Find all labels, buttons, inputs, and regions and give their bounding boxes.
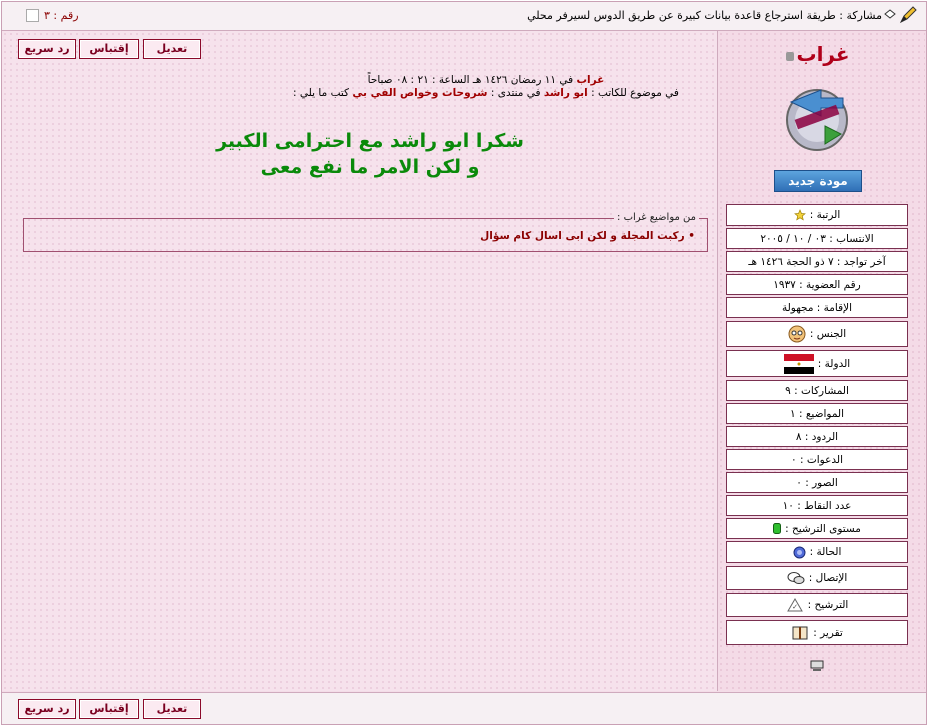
field-label: المشاركات : ٩ [785, 384, 849, 397]
computer-icon[interactable] [810, 660, 824, 672]
field-label: الانتساب : ٠٣ / ١٠ / ٢٠٠٥ [760, 232, 874, 245]
field-label: الدولة : [817, 357, 851, 370]
user-field-posts [726, 380, 908, 401]
user-field-contact[interactable] [726, 566, 908, 590]
user-field-country [726, 350, 908, 377]
post-meta [226, 74, 746, 100]
author-topics-box [23, 212, 708, 252]
egypt-flag-icon [784, 354, 814, 374]
user-field-residence [726, 297, 908, 318]
user-field-member-id [726, 274, 908, 295]
user-field-last-seen [726, 251, 908, 272]
edit-button[interactable]: تعديل [143, 39, 201, 59]
field-label: آخر تواجد : ٧ ذو الحجة ١٤٢٦ هـ [748, 255, 886, 268]
user-field-invitations [726, 449, 908, 470]
field-label: الحالة : [809, 546, 842, 558]
user-field-nomination-level [726, 518, 908, 539]
field-label: رقم العضوية : ١٩٣٧ [773, 278, 861, 291]
user-status-icon [786, 52, 794, 61]
svg-text:✓: ✓ [791, 603, 798, 611]
user-field-nominate[interactable] [726, 593, 908, 617]
author-topics-legend: من مواضيع غراب : [614, 212, 699, 223]
green-level-icon [773, 523, 781, 534]
pen-icon [898, 5, 918, 25]
star-icon [794, 209, 806, 221]
user-field-images [726, 472, 908, 493]
chat-bubbles-icon[interactable] [787, 571, 805, 585]
post-header-bar [2, 2, 926, 31]
report-book-icon[interactable] [791, 625, 809, 641]
user-field-points [726, 495, 908, 516]
field-label: الرتبة : [809, 209, 841, 221]
forum-link[interactable]: شروحات وخواص الفي بي [352, 87, 488, 99]
topic-prefix: في موضوع للكاتب : [591, 87, 679, 99]
select-post-checkbox[interactable] [26, 9, 39, 22]
quote-button-bottom[interactable]: إقتباس [79, 699, 139, 719]
user-field-joined [726, 228, 908, 249]
user-field-status [726, 541, 908, 563]
field-label: عدد النقاط : ١٠ [782, 499, 852, 512]
field-label: الردود : ٨ [795, 430, 839, 443]
nominate-icon[interactable] [786, 597, 804, 613]
topic-bullet-icon [884, 9, 896, 19]
post-body [100, 128, 640, 180]
quick-reply-button-bottom[interactable]: رد سريع [18, 699, 76, 719]
post-body-line: شكرا ابو راشد مع احترامى الكبير [216, 130, 524, 152]
field-label: الصور : ٠ [796, 476, 838, 489]
avatar[interactable] [781, 82, 853, 154]
user-field-report[interactable] [726, 620, 908, 645]
user-field-replies [726, 426, 908, 447]
user-field-topics [726, 403, 908, 424]
post-number: رقم : ٣ [44, 9, 79, 22]
rank-image: مودة جديد [774, 170, 862, 192]
user-field-rank [726, 204, 908, 226]
author-topic-link[interactable]: • ركبت المجلة و لكن ابى اسال كام سؤال [480, 230, 695, 242]
user-field-gender [726, 321, 908, 347]
topic-author-link[interactable]: ابو راشد [543, 87, 588, 99]
forum-prefix: في منتدى : [490, 87, 541, 99]
post-body-line: و لكن الامر ما نفع معى [260, 156, 480, 178]
status-offline-icon [793, 546, 806, 559]
field-label: مستوى الترشيح : [785, 522, 861, 535]
username-link[interactable]: غراب [796, 42, 850, 66]
wrote-suffix: كتب ما يلي : [293, 87, 350, 99]
post-date: في ١١ رمضان ١٤٢٦ هـ الساعة : ٢١ : ٠٨ صباحاً [367, 74, 574, 86]
field-label: الإتصال : [808, 572, 848, 584]
post-author-link[interactable]: غراب [576, 74, 605, 86]
quick-reply-button[interactable]: رد سريع [18, 39, 76, 59]
field-label: الجنس : [809, 328, 847, 340]
field-label: الإقامة : مجهولة [781, 301, 853, 314]
edit-button-bottom[interactable]: تعديل [143, 699, 201, 719]
field-label: الدعوات : ٠ [791, 453, 843, 466]
field-label: تقرير : [813, 626, 843, 639]
post-footer-bar [2, 692, 926, 724]
male-face-icon [788, 325, 806, 343]
field-label: الترشيح : [807, 599, 849, 611]
thread-title[interactable]: مشاركة : طريقة استرجاع قاعدة بيانات كبيرة عن طريق الدوس لسيرفر محلي [527, 9, 882, 22]
field-label: المواضيع : ١ [789, 407, 845, 420]
quote-button[interactable]: إقتباس [79, 39, 139, 59]
